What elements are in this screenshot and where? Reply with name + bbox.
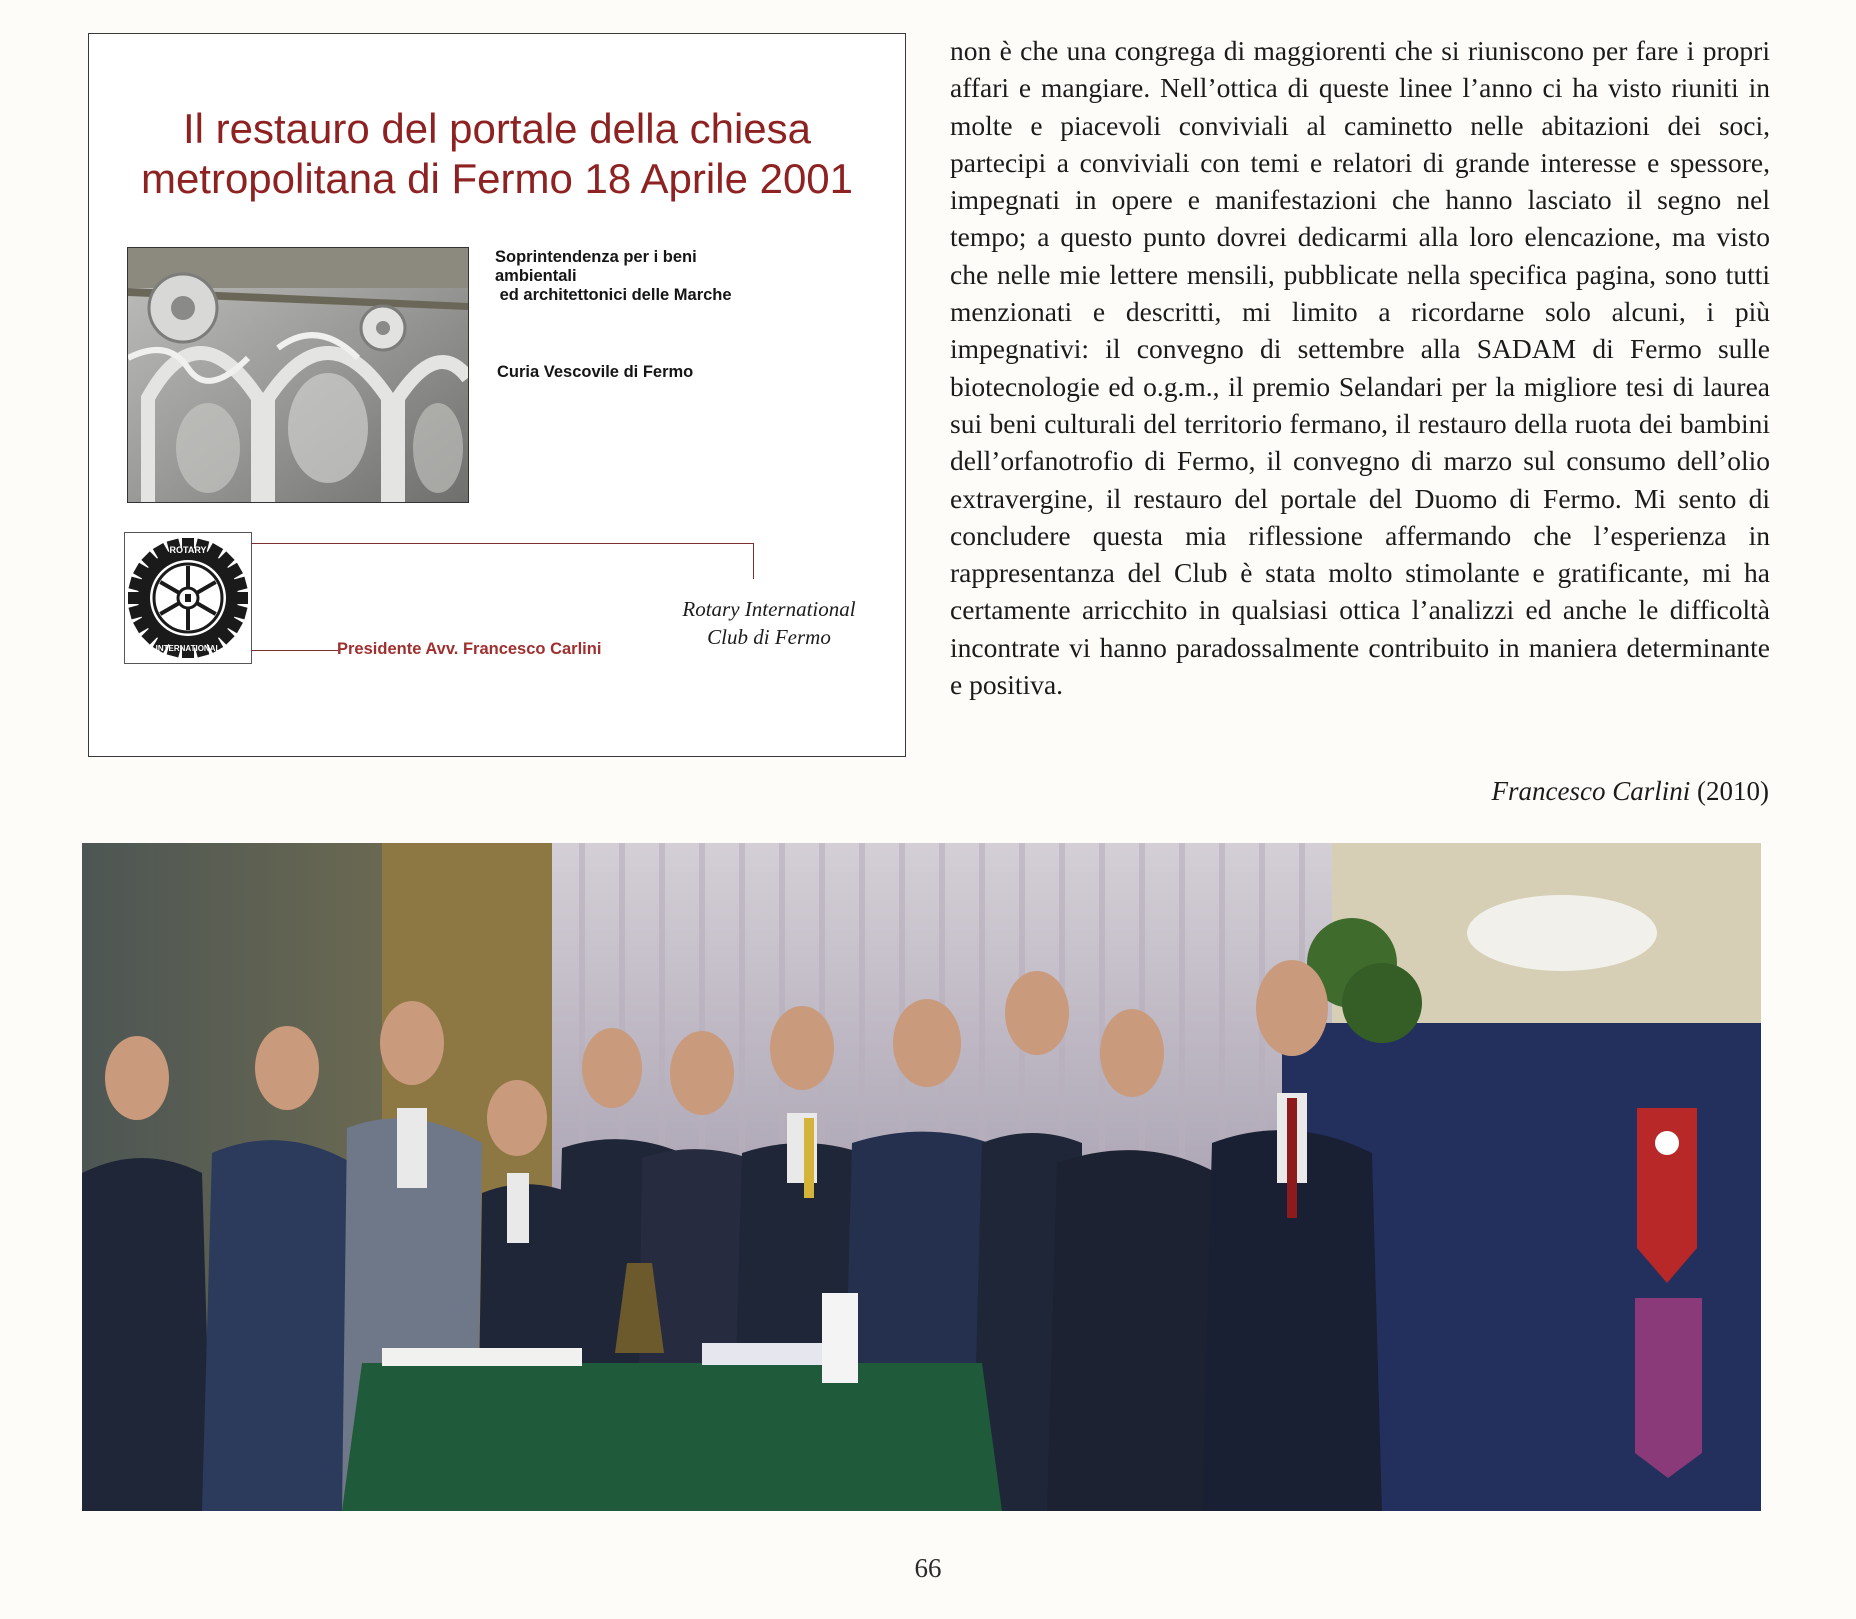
soprintendenza-line2: ambientali <box>495 267 577 285</box>
card-rotary-club <box>649 595 889 651</box>
signature <box>1492 776 1769 807</box>
signature-year: (2010) <box>1697 776 1769 806</box>
card-title-line1: Il restauro del portale della chiesa <box>182 105 812 152</box>
portal-sculpture-photo <box>127 247 469 503</box>
card-rotary-line1: Rotary International <box>682 597 856 621</box>
rotary-logo-icon <box>124 532 252 664</box>
body-paragraph: non è che una congrega di maggiorenti che si riuniscono per fare i propri affari e mangiare. Nell’ottica di queste linee l’anno ci ha visto riuniti in molte e piacevoli conviviali al caminetto nelle abitazioni dei soci, partecipi a conviviali con temi e relatori di grande interesse e spessore, impegnati in opere e manifestazioni che hanno lasciato il segno nel tempo; a questo punto dovrei dedicarmi alla loro elencazione, ma visto che nelle mie lettere mensili, pubblicate nella specifica pagina, sono tutti menzionati e descritti, mi limito a ricordarne solo alcuni, i più impegnativi: il convegno di settembre alla SADAM di Fermo sulle biotecnologie ed o.g.m., il premio Selandari per la migliore tesi di laurea sui beni culturali del territorio fermano, il restauro della ruota dei bambini dell’orfanotrofio di Fermo, il convegno di marzo sul consumo dell’olio extravergine, il restauro del portale del Duomo di Fermo. Mi sento di concludere questa mia riflessione affermando che l’esperienza in rappresentanza del Club è stata molto stimolante e gratificante, mi ha certamente arricchito in qualsiasi ottica l’analizzi ed anche le difficoltà incontrate vi hanno paradossalmente contribuito in maniera determinante e positiva. <box>950 35 1770 701</box>
signature-author: Francesco Carlini <box>1491 776 1691 806</box>
card-divider-drop <box>753 543 754 579</box>
curia-text: Curia Vescovile di Fermo <box>497 363 694 381</box>
card-title-line2: metropolitana di Fermo 18 Aprile 2001 <box>140 155 854 202</box>
invitation-card <box>88 33 906 757</box>
soprintendenza-text <box>495 248 795 305</box>
logo-text-top: ROTARY <box>169 545 207 555</box>
card-title <box>89 104 905 204</box>
logo-text-bottom: INTERNATIONAL <box>155 644 221 653</box>
card-divider-top <box>251 543 754 544</box>
soprintendenza-line3: ed architettonici delle Marche <box>495 286 732 304</box>
card-president: Presidente Avv. Francesco Carlini <box>337 640 602 658</box>
card-divider-bottom <box>251 650 338 651</box>
group-photo <box>82 843 1761 1511</box>
page-number: 66 <box>914 1553 942 1583</box>
soprintendenza-line1: Soprintendenza per i beni <box>495 248 697 266</box>
card-rotary-line2: Club di Fermo <box>707 625 831 649</box>
